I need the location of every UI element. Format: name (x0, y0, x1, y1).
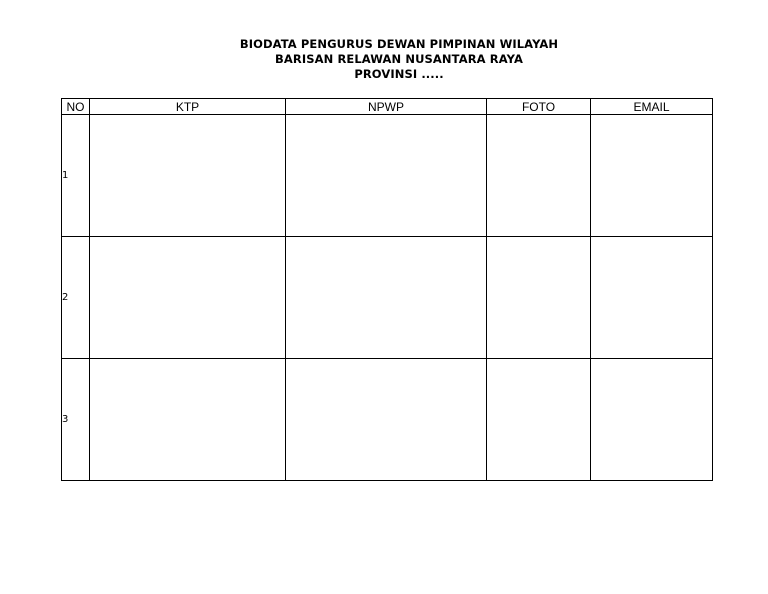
title-line-3: PROVINSI ..... (354, 67, 444, 81)
email-cell (591, 115, 713, 237)
email-cell (591, 237, 713, 359)
ktp-cell (90, 237, 286, 359)
biodata-table (61, 98, 713, 481)
table-row (62, 115, 713, 237)
table-row (62, 359, 713, 481)
header-npwp: NPWP (286, 99, 487, 115)
foto-cell (487, 237, 591, 359)
npwp-cell (286, 237, 487, 359)
row-number: 2 (62, 237, 90, 359)
header-foto: FOTO (487, 99, 591, 115)
row-number: 1 (62, 115, 90, 237)
table-header-row (62, 99, 713, 115)
ktp-cell (90, 359, 286, 481)
header-ktp: KTP (90, 99, 286, 115)
ktp-cell (90, 115, 286, 237)
title-line-1: BIODATA PENGURUS DEWAN PIMPINAN WILAYAH (239, 37, 559, 51)
row-number: 3 (62, 359, 90, 481)
foto-cell (487, 115, 591, 237)
email-cell (591, 359, 713, 481)
title-line-2: BARISAN RELAWAN NUSANTARA RAYA (275, 52, 523, 66)
table-row (62, 237, 713, 359)
header-email: EMAIL (591, 99, 713, 115)
header-no: NO (62, 99, 90, 115)
npwp-cell (286, 115, 487, 237)
npwp-cell (286, 359, 487, 481)
foto-cell (487, 359, 591, 481)
document-title (0, 37, 768, 82)
